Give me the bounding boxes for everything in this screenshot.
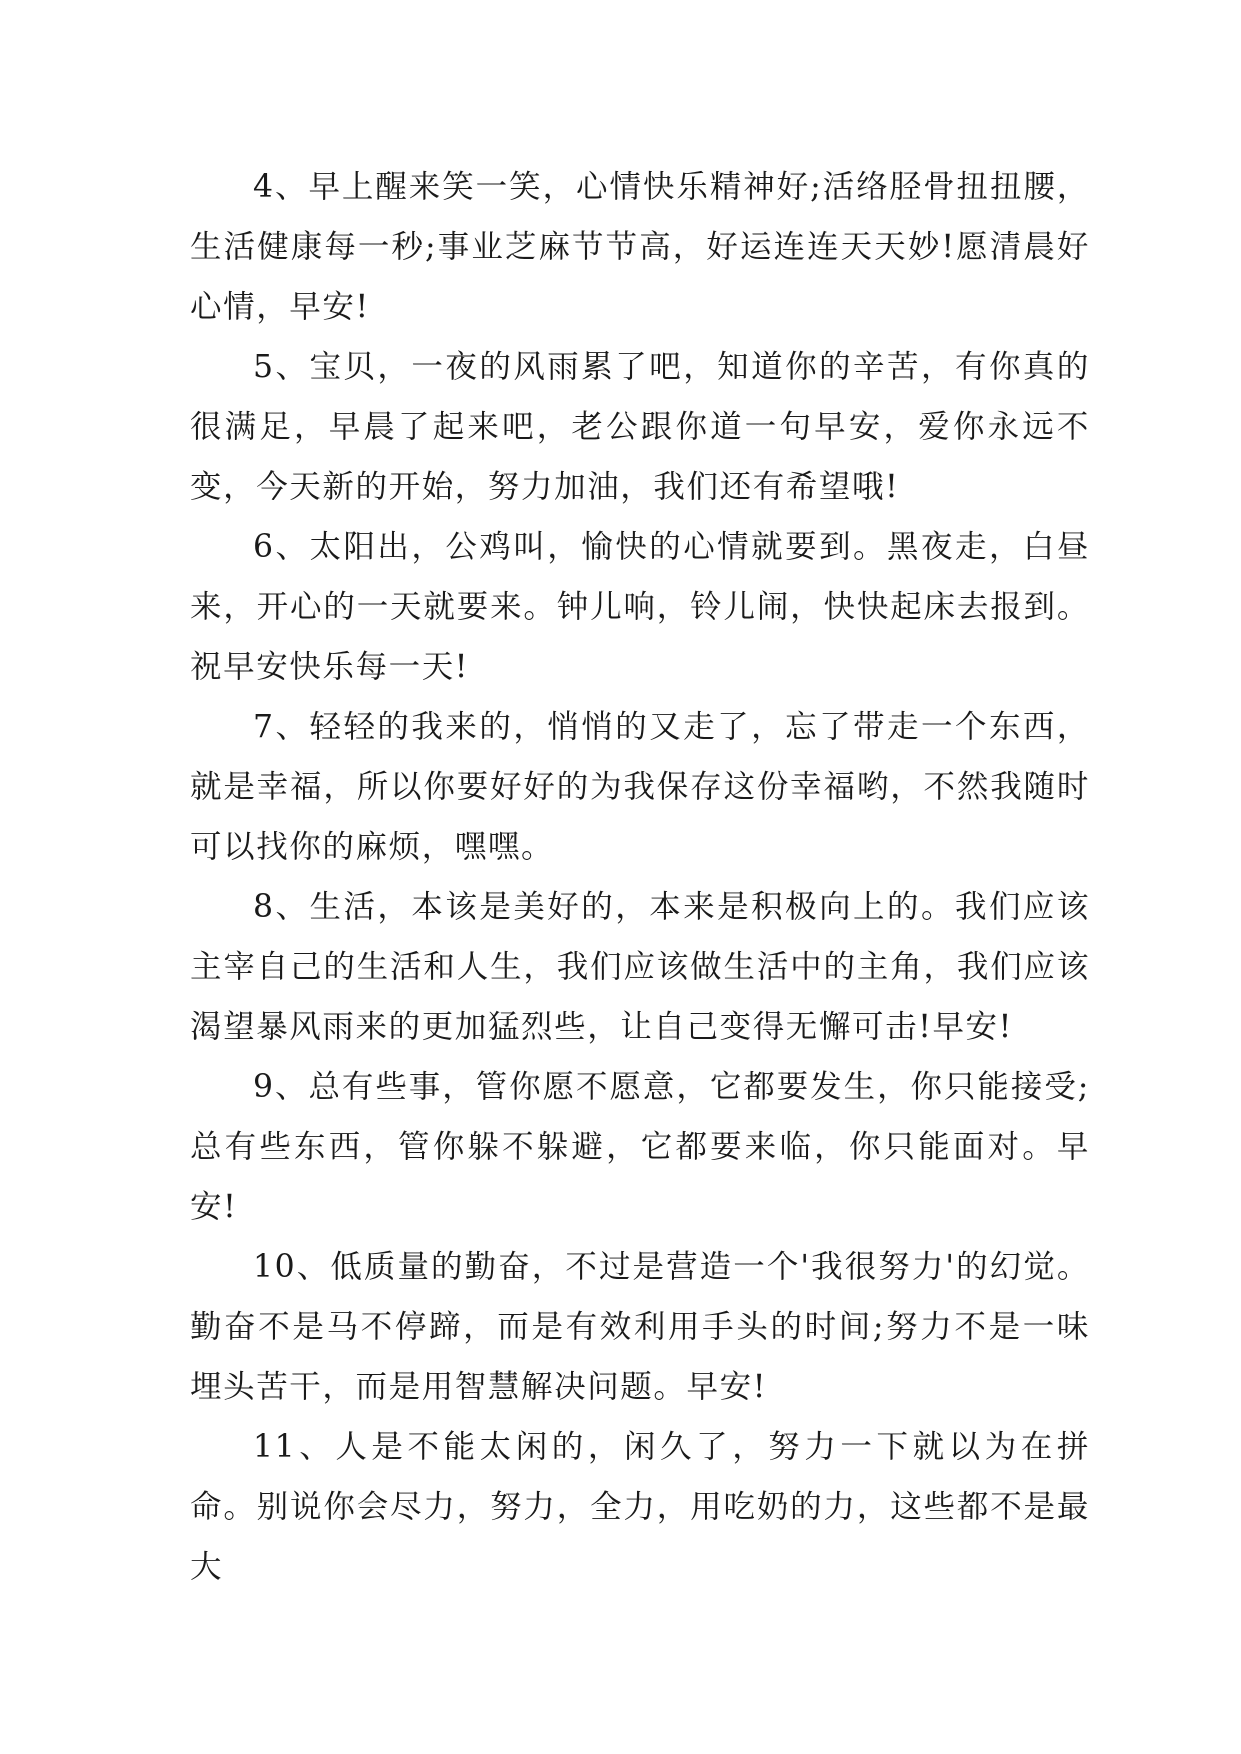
- paragraph-4: 4、早上醒来笑一笑，心情快乐精神好;活络胫骨扭扭腰，生活健康每一秒;事业芝麻节节高，好运连连天天妙!愿清晨好心情，早安!: [190, 169, 1090, 325]
- paragraph-9: 9、总有些事，管你愿不愿意，它都要发生，你只能接受;总有些东西，管你躲不躲避，它都要来临，你只能面对。早安!: [190, 1069, 1090, 1225]
- document-body: [190, 157, 1090, 1597]
- paragraph-8: 8、生活，本该是美好的，本来是积极向上的。我们应该主宰自己的生活和人生，我们应该做生活中的主角，我们应该渴望暴风雨来的更加猛烈些，让自己变得无懈可击!早安!: [190, 889, 1090, 1045]
- paragraph-11: 11、人是不能太闲的，闲久了，努力一下就以为在拼命。别说你会尽力，努力，全力，用吃奶的力，这些都不是最大: [190, 1429, 1090, 1585]
- paragraph-5: 5、宝贝，一夜的风雨累了吧，知道你的辛苦，有你真的很满足，早晨了起来吧，老公跟你道一句早安，爱你永远不变，今天新的开始，努力加油，我们还有希望哦!: [190, 349, 1090, 505]
- paragraph-7: 7、轻轻的我来的，悄悄的又走了，忘了带走一个东西，就是幸福，所以你要好好的为我保存这份幸福哟，不然我随时可以找你的麻烦，嘿嘿。: [190, 709, 1090, 865]
- paragraph-10: 10、低质量的勤奋，不过是营造一个'我很努力'的幻觉。勤奋不是马不停蹄，而是有效利用手头的时间;努力不是一味埋头苦干，而是用智慧解决问题。早安!: [190, 1249, 1090, 1405]
- paragraph-6: 6、太阳出，公鸡叫，愉快的心情就要到。黑夜走，白昼来，开心的一天就要来。钟儿响，铃儿闹，快快起床去报到。祝早安快乐每一天!: [190, 529, 1090, 685]
